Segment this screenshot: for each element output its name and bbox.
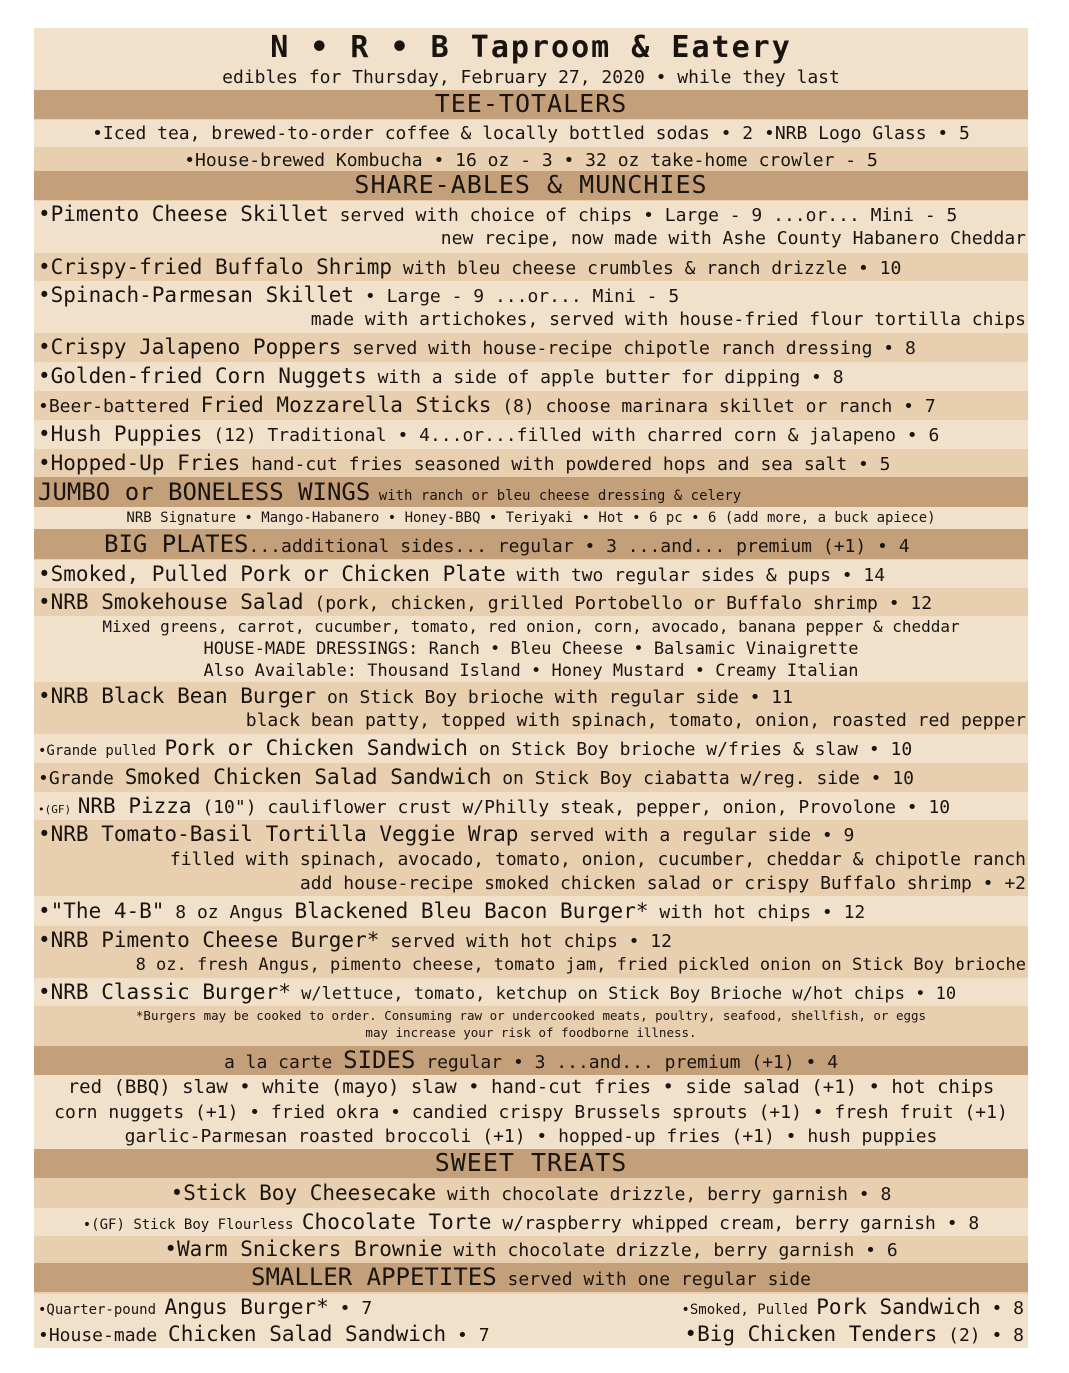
item-note: 8 oz. fresh Angus, pimento cheese, tomato jam, fried pickled onion on Stick Boy brioche: [135, 955, 1026, 975]
section-heading-sides: [34, 1046, 1028, 1075]
section-heading-sweet-treats: SWEET TREATS: [34, 1149, 1028, 1178]
sides-line-1: red (BBQ) slaw • white (mayo) slaw • hand-cut fries • side salad (+1) • hot chips: [34, 1075, 1028, 1100]
menu-item-buffalo-shrimp: [34, 253, 1028, 281]
big-plates-heading-note: ...additional sides... regular • 3 ...and... premium (+1) • 4: [248, 536, 910, 557]
item-desc: (pork, chicken, grilled Portobello or Buffalo shrimp • 12: [303, 593, 933, 614]
item-name: •Golden-fried Corn Nuggets: [38, 364, 367, 388]
item-prefix: 8 oz Angus: [164, 902, 295, 923]
item-prefix: •Smoked, Pulled: [681, 1302, 817, 1318]
item-name: •Smoked, Pulled Pork or Chicken Plate: [38, 562, 506, 586]
sides-heading-prefix: a la carte: [223, 1052, 344, 1073]
item-prefix: •House-made: [38, 1325, 169, 1346]
item-name: •Big Chicken Tenders: [684, 1322, 938, 1346]
item-desc: on Stick Boy ciabatta w/reg. side • 10: [491, 768, 914, 789]
wings-heading-note: with ranch or bleu cheese dressing & celery: [370, 488, 742, 504]
item-desc: hand-cut fries seasoned with powdered hops and sea salt • 5: [240, 454, 891, 475]
item-desc: w/lettuce, tomato, ketchup on Stick Boy Brioche w/hot chips • 10: [290, 984, 957, 1004]
item-desc: w/raspberry whipped cream, berry garnish • 8: [491, 1213, 980, 1234]
item-desc: with chocolate drizzle, berry garnish • 8: [436, 1184, 892, 1205]
item-prefix: •(GF): [38, 803, 78, 816]
menu-item-veggie-wrap: [34, 820, 1028, 896]
tee-totalers-line-2: •House-brewed Kombucha • 16 oz - 3 • 32 oz take-home crowler - 5: [184, 150, 878, 171]
item-desc: with a side of apple butter for dipping • 8: [366, 367, 844, 388]
item-name: •NRB Black Bean Burger: [38, 684, 317, 708]
item-prefix: •Grande pulled: [38, 743, 165, 759]
item-name: Angus Burger*: [164, 1295, 329, 1319]
item-note: made with artichokes, served with house-fried flour tortilla chips: [310, 309, 1026, 330]
item-name: •NRB Classic Burger*: [38, 980, 291, 1004]
item-note: filled with spinach, avocado, tomato, onion, cucumber, cheddar & chipotle ranch: [169, 849, 1026, 870]
item-desc: served with house-recipe chipotle ranch dressing • 8: [341, 338, 916, 359]
house-dressings: HOUSE-MADE DRESSINGS: Ranch • Bleu Cheese • Balsamic Vinaigrette: [34, 638, 1028, 660]
item-name: Pork or Chicken Sandwich: [164, 736, 468, 760]
menu-item-classic-burger: [34, 978, 1028, 1006]
section-heading-smaller-appetites: [34, 1263, 1028, 1292]
item-desc: on Stick Boy brioche w/fries & slaw • 10: [467, 739, 913, 760]
item-desc: (10") cauliflower crust w/Philly steak, pepper, onion, Provolone • 10: [191, 797, 951, 818]
wings-flavors: NRB Signature • Mango-Habanero • Honey-BBQ • Teriyaki • Hot • 6 pc • 6 (add more, a buck apiece): [34, 507, 1028, 529]
big-plates-heading: BIG PLATES: [104, 530, 249, 558]
item-name: Chocolate Torte: [301, 1210, 492, 1234]
item-name: Chicken Salad Sandwich: [168, 1322, 447, 1346]
item-prefix: •Quarter-pound: [38, 1302, 165, 1318]
item-name: •NRB Smokehouse Salad: [38, 590, 304, 614]
menu-item-grande-pulled-sandwich: [34, 734, 1028, 763]
item-name: •NRB Pimento Cheese Burger*: [38, 928, 380, 952]
item-name: •Stick Boy Cheesecake: [170, 1181, 437, 1205]
sides-line-3: garlic-Parmesan roasted broccoli (+1) • hopped-up fries (+1) • hush puppies: [34, 1125, 1028, 1149]
item-note: add house-recipe smoked chicken salad or crispy Buffalo shrimp • +2: [299, 873, 1026, 894]
sides-heading: SIDES: [343, 1046, 416, 1074]
item-name: •Warm Snickers Brownie: [164, 1237, 443, 1261]
smaller-heading-note: served with one regular side: [496, 1269, 811, 1290]
item-name: Fried Mozzarella Sticks: [200, 393, 492, 417]
item-name: •"The 4-B": [38, 899, 165, 923]
item-desc: (12) Traditional • 4...or...filled with charred corn & jalapeno • 6: [202, 425, 940, 446]
consumer-warning-line-1: *Burgers may be cooked to order. Consuming raw or undercooked meats, poultry, seafood, shellfish, or eggs: [135, 1008, 927, 1023]
tee-totalers-line-1: •Iced tea, brewed-to-order coffee & locally bottled sodas • 2 •NRB Logo Glass • 5: [34, 120, 1028, 147]
section-heading-wings: [34, 477, 1028, 507]
menu-item-cheesecake: [34, 1179, 1028, 1208]
item-name: •Spinach-Parmesan Skillet: [38, 283, 355, 307]
item-desc: with two regular sides & pups • 14: [505, 565, 886, 586]
item-price: • 8: [980, 1298, 1024, 1319]
item-prefix: •(GF) Stick Boy Flourless: [82, 1217, 302, 1233]
item-name: •NRB Tomato-Basil Tortilla Veggie Wrap: [38, 822, 519, 846]
item-desc: • Large - 9 ...or... Mini - 5: [354, 286, 680, 307]
also-available-dressings: Also Available: Thousand Island • Honey Mustard • Creamy Italian: [34, 660, 1028, 682]
item-price: • 7: [328, 1298, 373, 1319]
item-desc: served with hot chips • 12: [379, 931, 672, 952]
item-desc: served with choice of chips • Large - 9 ...or... Mini - 5: [328, 205, 958, 226]
item-desc: (2) • 8: [937, 1325, 1024, 1346]
menu-item-smokehouse-salad: [34, 588, 1028, 616]
item-name: Smoked Chicken Salad Sandwich: [124, 765, 492, 789]
menu-item-chicken-tenders: [684, 1321, 1024, 1348]
wings-heading: JUMBO or BONELESS WINGS: [38, 478, 371, 506]
menu-item-mozzarella-sticks: [34, 391, 1028, 420]
menu-sheet: [34, 28, 1028, 1348]
menu-item-hopped-up-fries: [34, 449, 1028, 477]
item-note: new recipe, now made with Ashe County Habanero Cheddar: [440, 228, 1026, 249]
item-prefix: •Grande: [38, 768, 125, 789]
menu-item-hush-puppies: [34, 420, 1028, 449]
section-heading-shareables: SHARE-ABLES & MUNCHIES: [34, 171, 1028, 200]
menu-item-chicken-salad-sandwich: [34, 763, 1028, 792]
item-name: •Hopped-Up Fries: [38, 451, 241, 475]
smaller-heading: SMALLER APPETITES: [251, 1263, 497, 1291]
menu-item-black-bean-burger: [34, 682, 1028, 734]
page-title: N • R • B Taproom & Eatery: [270, 30, 792, 65]
item-desc: with hot chips • 12: [648, 902, 866, 923]
menu-item-pulled-pork-sandwich: [681, 1294, 1024, 1321]
menu-item-nrb-pizza: [34, 792, 1028, 820]
item-prefix: •Beer-battered: [38, 396, 201, 417]
menu-item-corn-nuggets: [34, 362, 1028, 391]
item-price: • 7: [446, 1325, 490, 1346]
item-desc: (8) choose marinara skillet or ranch • 7: [491, 396, 936, 417]
salad-note: Mixed greens, carrot, cucumber, tomato, red onion, corn, avocado, banana pepper & cheddar: [34, 616, 1028, 638]
item-note: black bean patty, topped with spinach, tomato, onion, roasted red pepper: [245, 710, 1026, 731]
menu-item-spinach-skillet: [34, 281, 1028, 333]
menu-item-pulled-plate: [34, 560, 1028, 588]
menu-item-chicken-salad-sandwich-small: [38, 1321, 490, 1348]
menu-item-4b-burger: [34, 896, 1028, 926]
smaller-row-2: [34, 1321, 1028, 1348]
menu-item-snickers-brownie: [34, 1236, 1028, 1263]
item-desc: on Stick Boy brioche with regular side • 11: [316, 687, 793, 708]
menu-item-jalapeno-poppers: [34, 333, 1028, 362]
sides-line-2: corn nuggets (+1) • fried okra • candied crispy Brussels sprouts (+1) • fresh fruit (+1): [34, 1100, 1028, 1125]
page-subtitle: edibles for Thursday, February 27, 2020 • while they last: [222, 67, 840, 88]
item-desc: with chocolate drizzle, berry garnish • 6: [442, 1240, 898, 1261]
item-name: •Crispy Jalapeno Poppers: [38, 335, 342, 359]
item-name: Pork Sandwich: [816, 1295, 981, 1319]
smaller-row-1: [34, 1294, 1028, 1321]
menu-item-chocolate-torte: [34, 1208, 1028, 1236]
item-name: •Crispy-fried Buffalo Shrimp: [38, 255, 393, 279]
consumer-warning-line-2: may increase your risk of foodborne illness.: [365, 1025, 697, 1040]
item-desc: with bleu cheese crumbles & ranch drizzle • 10: [392, 258, 902, 279]
item-name: Blackened Bleu Bacon Burger*: [294, 899, 649, 923]
item-name: •Pimento Cheese Skillet: [38, 202, 329, 226]
menu-item-pimento-burger: [34, 926, 1028, 978]
menu-item-pimento-skillet: [34, 201, 1028, 253]
item-name: NRB Pizza: [77, 794, 192, 818]
sides-heading-note: regular • 3 ...and... premium (+1) • 4: [415, 1052, 839, 1073]
section-heading-big-plates: [34, 529, 1028, 559]
menu-item-quarter-pound-burger: [38, 1294, 372, 1321]
item-name: •Hush Puppies: [38, 422, 203, 446]
item-desc: served with a regular side • 9: [518, 825, 855, 846]
section-heading-tee-totalers: TEE-TOTALERS: [34, 90, 1028, 119]
